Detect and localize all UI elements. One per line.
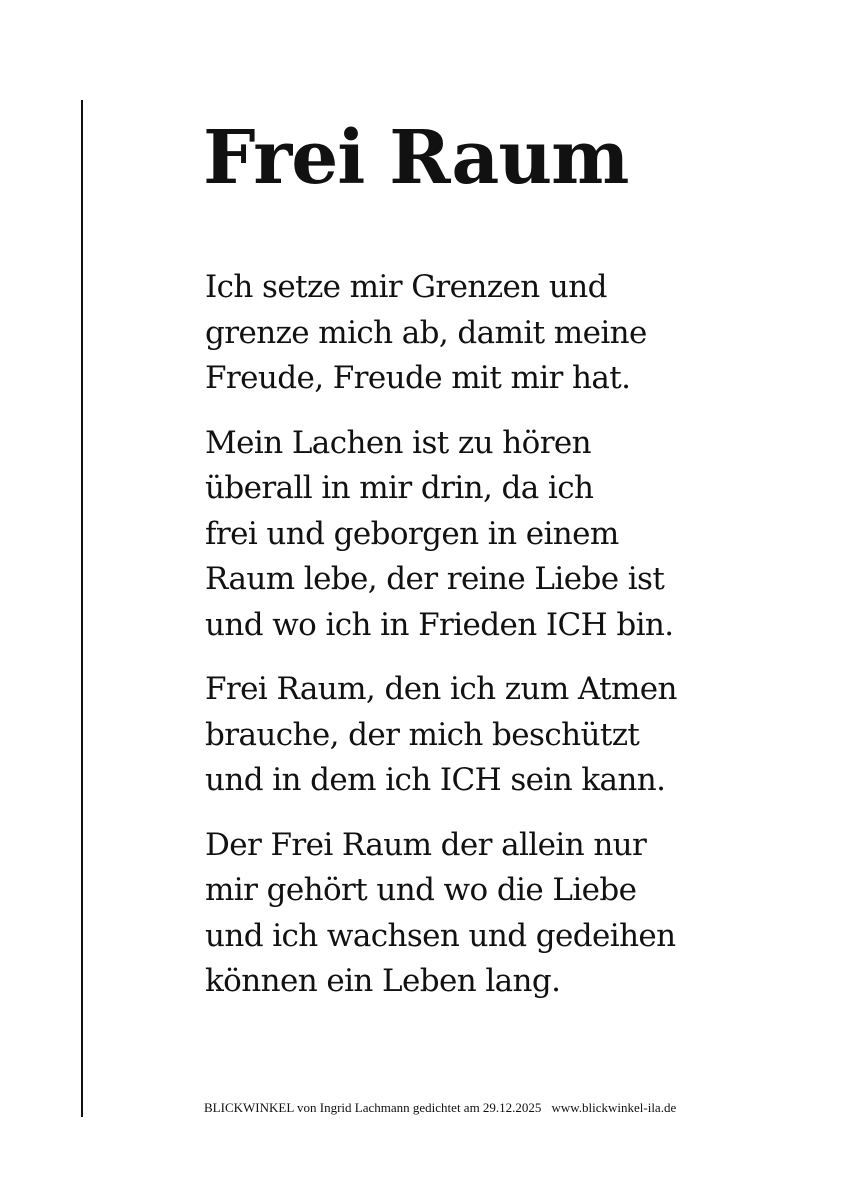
stanza-4 bbox=[205, 823, 825, 1005]
margin-rule bbox=[81, 100, 83, 1117]
verse-line: Freude, Freude mit mir hat. bbox=[205, 360, 631, 396]
verse-line: und in dem ich ICH sein kann. bbox=[205, 762, 666, 798]
verse-line: mir gehört und wo die Liebe bbox=[205, 872, 637, 908]
footer bbox=[204, 1100, 676, 1116]
verse-line: brauche, der mich beschützt bbox=[205, 716, 640, 753]
verse-line: und ich wachsen und gedeihen bbox=[205, 917, 676, 954]
verse-line: können ein Leben lang. bbox=[205, 963, 561, 999]
footer-website-link[interactable]: www.blickwinkel-ila.de bbox=[551, 1100, 677, 1115]
verse-line: Mein Lachen ist zu hören bbox=[205, 424, 592, 461]
verse-line: Raum lebe, der reine Liebe ist bbox=[205, 561, 665, 597]
footer-credit: BLICKWINKEL von Ingrid Lachmann gedichtet am 29.12.2025 bbox=[204, 1100, 542, 1115]
verse-line: überall in mir drin, da ich bbox=[205, 470, 594, 506]
verse-line: Der Frei Raum der allein nur bbox=[205, 826, 647, 863]
verse-line: Frei Raum, den ich zum Atmen bbox=[205, 671, 677, 707]
verse-line: Ich setze mir Grenzen und bbox=[205, 269, 607, 305]
poem-title: Frei Raum bbox=[203, 115, 629, 201]
stanza-3 bbox=[205, 667, 825, 804]
verse-line: und wo ich in Frieden ICH bin. bbox=[205, 606, 674, 643]
poem-body bbox=[205, 265, 825, 1024]
stanza-2 bbox=[205, 421, 825, 649]
stanza-1 bbox=[205, 265, 825, 402]
verse-line: grenze mich ab, damit meine bbox=[205, 314, 647, 351]
verse-line: frei und geborgen in einem bbox=[205, 515, 619, 552]
